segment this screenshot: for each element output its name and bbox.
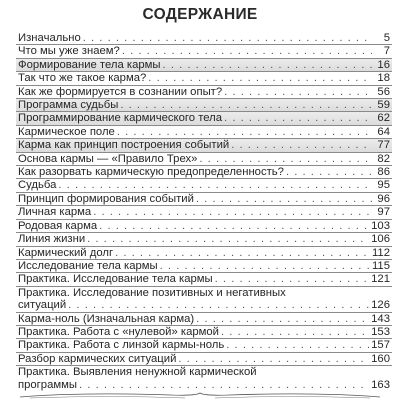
toc-entry-title: Родовая карма: [18, 219, 98, 232]
dot-leader: [196, 193, 372, 205]
toc-entry: [16, 45, 392, 58]
dot-leader: [224, 112, 372, 124]
toc-entry-title: Практика. Работа с линзой кармы-ноль: [18, 339, 225, 352]
toc-entry: [16, 326, 392, 339]
page-title: СОДЕРЖАНИЕ: [142, 6, 258, 23]
toc-entry: [16, 313, 392, 326]
toc-entry-page: 153: [371, 325, 390, 338]
toc-entry-title: Разбор кармических ситуаций: [18, 352, 177, 365]
toc-entry-title: Судьба: [18, 179, 57, 192]
dot-leader: [58, 179, 372, 191]
toc-entry-title: Практика. Выявления ненужной кармической: [18, 366, 257, 379]
dot-leader: [115, 247, 370, 259]
dot-leader: [178, 353, 369, 365]
toc-entry-title: Кармическое поле: [18, 125, 115, 138]
toc-entry-title: Программирование кармического тела: [18, 112, 223, 125]
toc-entry-page: 56: [377, 85, 390, 98]
dot-leader: [226, 339, 369, 351]
toc-entry-title: Основа кармы — «Правило Трех»: [18, 152, 198, 165]
toc-entry-page: 97: [377, 206, 390, 219]
toc-entry: [16, 366, 392, 391]
toc-entry: [16, 153, 392, 166]
toc-entry-page: 96: [377, 192, 390, 205]
toc-entry: [16, 126, 392, 139]
toc-entry-page: 95: [377, 179, 390, 192]
decorative-ornament: [20, 391, 380, 400]
toc-entry: [16, 287, 392, 313]
dot-leader: [286, 166, 372, 178]
toc-entry-page: 163: [371, 378, 390, 391]
dot-leader: [79, 379, 369, 391]
dot-leader: [221, 326, 369, 338]
toc-entry: [16, 72, 392, 85]
toc-entry-page: 143: [371, 312, 390, 325]
toc-entry: [16, 339, 392, 352]
toc-entry: [16, 233, 392, 246]
toc-entry-title: Практика. Исследование позитивных и негативных: [18, 286, 286, 299]
toc-entry: [16, 139, 392, 152]
dot-leader: [196, 313, 369, 325]
dot-leader: [83, 32, 372, 44]
toc-entry-title: Исследование тела кармы: [18, 259, 158, 272]
toc-entry: [16, 273, 392, 286]
toc-entry-title: программы: [18, 378, 78, 391]
toc-entry-title: Карма как принцип построения событий: [18, 139, 230, 152]
toc-entry-page: 18: [377, 72, 390, 85]
toc-entry-page: 126: [371, 299, 390, 312]
toc-entry: [16, 247, 392, 260]
dot-leader: [120, 99, 372, 111]
toc-entry-title: Как разорвать кармическую предопределенность?: [18, 166, 284, 179]
toc-entry-page: 112: [371, 246, 390, 259]
toc-entry-title: Принцип формирования событий: [18, 192, 194, 205]
toc-entry: [16, 112, 392, 125]
dot-leader: [68, 299, 369, 311]
toc-entry-page: 59: [377, 99, 390, 112]
dot-leader: [215, 273, 369, 285]
toc-entry: [16, 353, 392, 366]
toc-entry-title: Как же формируется в сознании опыт?: [18, 85, 223, 98]
toc-entry-page: 62: [377, 112, 390, 125]
toc-entry-page: 82: [377, 152, 390, 165]
dot-leader: [87, 233, 369, 245]
toc-entry-title: Практика. Исследование тела кармы: [18, 273, 213, 286]
toc-entry-page: 5: [383, 32, 390, 44]
toc-entry: [16, 99, 392, 112]
toc-entry: [16, 220, 392, 233]
toc-entry-page: 64: [377, 125, 390, 138]
toc-entry-title: Личная карма: [18, 206, 92, 219]
toc-entry: [16, 59, 392, 72]
toc-entry-page: 115: [371, 259, 390, 272]
toc-entry-page: 16: [377, 58, 390, 71]
dot-leader: [93, 206, 372, 218]
toc-entry-page: 86: [377, 166, 390, 179]
toc-entry-title: Изначально: [18, 32, 81, 44]
dot-leader: [199, 153, 372, 165]
toc-entry-title: Карма-ноль (Изначальная карма): [18, 312, 195, 325]
dot-leader: [117, 126, 372, 138]
toc-entry: [16, 193, 392, 206]
toc-entry-title: Что мы уже знаем?: [18, 45, 120, 58]
dot-leader: [99, 220, 369, 232]
toc-entry-page: 160: [371, 352, 390, 365]
toc-entry-page: 157: [371, 339, 390, 352]
dot-leader: [224, 86, 372, 98]
toc-entry: [16, 32, 392, 45]
toc-entry-title: Так что же такое карма?: [18, 72, 147, 85]
dot-leader: [122, 45, 372, 57]
toc-entry-page: 106: [371, 233, 390, 246]
toc-entry-title: Линия жизни: [18, 233, 86, 246]
dot-leader: [160, 260, 370, 272]
toc-entry-title: ситуаций: [18, 299, 67, 312]
toc-entry-page: 7: [383, 45, 390, 58]
dot-leader: [148, 72, 372, 84]
toc-entry: [16, 206, 392, 219]
toc-entry-title: Формирование тела кармы: [18, 58, 161, 71]
table-of-contents: [16, 32, 392, 391]
toc-entry-title: Практика. Работа с «нулевой» кармой: [18, 325, 219, 338]
toc-entry: [16, 179, 392, 192]
toc-entry-title: Программа судьбы: [18, 99, 119, 112]
toc-entry-page: 77: [377, 139, 390, 152]
toc-entry-page: 103: [371, 219, 390, 232]
toc-entry: [16, 86, 392, 99]
toc-entry: [16, 260, 392, 273]
dot-leader: [231, 139, 372, 151]
toc-entry-page: 121: [371, 273, 390, 286]
toc-entry-title: Кармический долг: [18, 246, 114, 259]
dot-leader: [163, 59, 372, 71]
toc-entry: [16, 166, 392, 179]
